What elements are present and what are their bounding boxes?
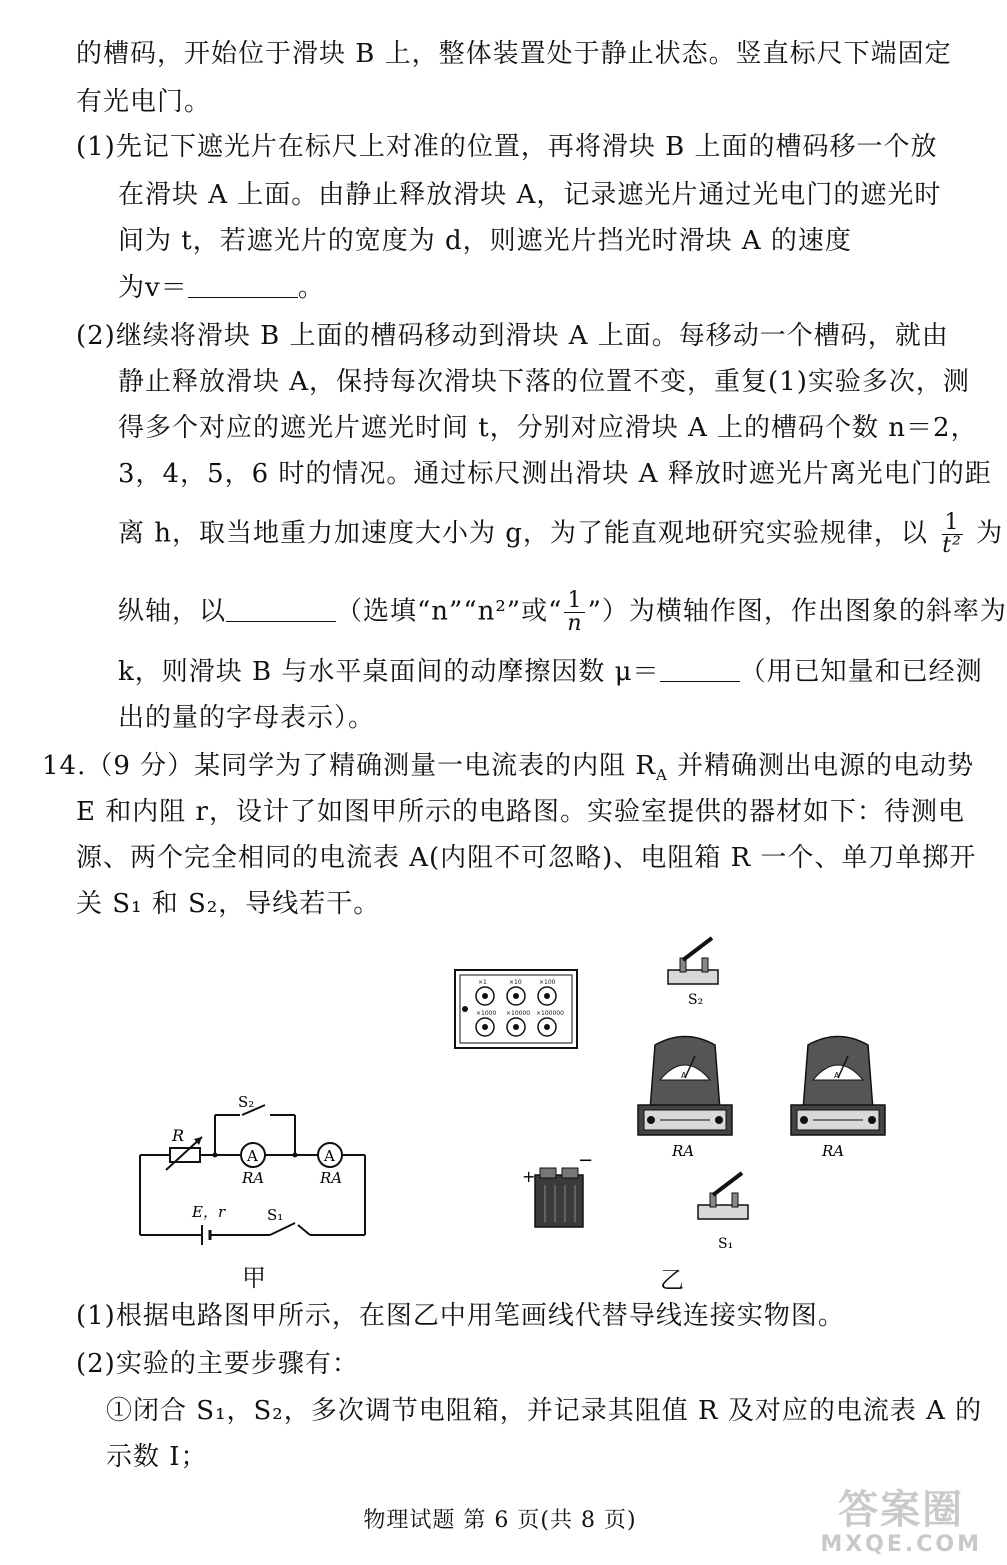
question-14-part-1: (1)根据电路图甲所示，在图乙中用笔画线代替导线连接实物图。	[76, 1301, 845, 1331]
text-line: E 和内阻 r，设计了如图甲所示的电路图。实验室提供的器材如下：待测电	[76, 797, 965, 827]
label-R: R	[172, 1126, 185, 1145]
dial-label: ×1000	[476, 1010, 497, 1017]
subscript: A	[656, 766, 668, 785]
ammeter-symbol: A	[324, 1147, 335, 1165]
fraction-one-over-n	[564, 590, 585, 635]
fraction-numerator: 1	[564, 590, 585, 613]
figure-caption-yi: 乙	[660, 1266, 684, 1294]
text-line: 关 S₁ 和 S₂，导线若干。	[76, 889, 381, 919]
text-segment: 并精确测出电源的电动势	[667, 751, 975, 781]
label-S2: S₂	[688, 992, 704, 1008]
fraction-one-over-t-squared	[939, 512, 965, 557]
dial-label: ×1	[478, 979, 487, 986]
step-1: ①闭合 S₁，S₂，多次调节电阻箱，并记录其阻值 R 及对应的电流表 A 的	[106, 1396, 983, 1426]
answer-blank[interactable]	[226, 597, 336, 622]
text-line: 静止释放滑块 A，保持每次滑块下落的位置不变，重复(1)实验多次，测	[118, 367, 970, 397]
text-line: 示数 I；	[106, 1442, 208, 1472]
fraction-denominator: n	[567, 611, 583, 636]
text-line: 在滑块 A 上面。由静止释放滑块 A，记录遮光片通过光电门的遮光时	[118, 180, 942, 210]
text-segment: （用已知量和已经测	[739, 657, 983, 687]
dial-label: ×10000	[506, 1010, 531, 1017]
text-line: 的槽码，开始位于滑块 B 上，整体装置处于静止状态。竖直标尺下端固定	[76, 39, 952, 69]
ammeter-device	[791, 1037, 885, 1136]
dial-label: ×100000	[536, 1010, 564, 1017]
dial-label: ×10	[509, 979, 522, 986]
page-footer: 物理试题 第 6 页(共 8 页)	[363, 1508, 637, 1533]
text-segment: 离 h，取当地重力加速度大小为 g，为了能直观地研究实验规律，以	[118, 518, 928, 549]
junction-dot	[293, 1153, 298, 1158]
text-segment: 纵轴，以	[118, 596, 227, 627]
text-line: 有光电门。	[76, 87, 212, 117]
question-14-part-2: (2)实验的主要步骤有：	[76, 1349, 359, 1379]
text-line: 得多个对应的遮光片遮光时间 t，分别对应滑块 A 上的槽码个数 n＝2，	[118, 413, 978, 443]
question-14	[42, 750, 974, 791]
text-segment: 为	[976, 518, 1004, 549]
text-segment: 。	[297, 273, 325, 303]
fraction-numerator: 1	[942, 512, 963, 535]
text-segment: ”）为横轴作图，作出图象的斜率为	[587, 596, 1007, 627]
plus-sign: +	[522, 1167, 536, 1186]
answer-blank[interactable]	[660, 657, 740, 682]
ammeter-device	[638, 1037, 732, 1136]
label-S1: S₁	[718, 1236, 734, 1252]
answer-blank[interactable]	[188, 273, 298, 298]
label-RA: RA	[672, 1142, 695, 1160]
text-line: 间为 t，若遮光片的宽度为 d，则遮光片挡光时滑块 A 的速度	[118, 226, 852, 256]
label-E-r: E，r	[192, 1203, 226, 1221]
text-line	[118, 512, 1003, 557]
switch-s1	[698, 1173, 748, 1219]
text-segment: 为v＝	[118, 273, 188, 303]
figure-caption-jia: 甲	[242, 1264, 266, 1292]
apparatus-diagram-yi	[440, 930, 890, 1260]
question-part-1: (1)先记下遮光片在标尺上对准的位置，再将滑块 B 上面的槽码移一个放	[76, 132, 938, 162]
text-segment: （选填“n”“n²”或“	[336, 596, 563, 627]
text-line: 3，4，5，6 时的情况。通过标尺测出滑块 A 释放时遮光片离光电门的距	[118, 459, 992, 489]
ammeter-symbol: A	[247, 1147, 258, 1165]
minus-sign: −	[578, 1150, 594, 1171]
watermark-text: 答案圈	[838, 1487, 965, 1533]
label-S1: S₁	[267, 1206, 284, 1224]
dial-label: ×100	[539, 979, 556, 986]
watermark-logo	[820, 1488, 982, 1557]
label-RA: RA	[242, 1169, 265, 1187]
fraction-denominator: t²	[942, 533, 962, 558]
text-line	[118, 590, 1007, 635]
label-RA: RA	[822, 1142, 845, 1160]
text-line	[118, 656, 983, 688]
meter-letter: A	[834, 1071, 840, 1080]
text-segment: k，则滑块 B 与水平桌面间的动摩擦因数 μ＝	[118, 657, 660, 687]
watermark-url: MXQE.COM	[820, 1532, 982, 1557]
text-line	[118, 272, 325, 304]
label-S2: S₂	[238, 1093, 255, 1111]
label-RA: RA	[320, 1169, 343, 1187]
resistance-box	[455, 970, 577, 1048]
circuit-diagram-jia	[130, 1085, 380, 1265]
text-segment: 14.（9 分）某同学为了精确测量一电流表的内阻 R	[42, 751, 656, 781]
junction-dot	[213, 1153, 218, 1158]
meter-letter: A	[681, 1071, 687, 1080]
question-part-2: (2)继续将滑块 B 上面的槽码移动到滑块 A 上面。每移动一个槽码，就由	[76, 321, 949, 351]
text-line: 出的量的字母表示）。	[118, 703, 376, 733]
text-line: 源、两个完全相同的电流表 A(内阻不可忽略)、电阻箱 R 一个、单刀单掷开	[76, 843, 977, 873]
switch-s2	[668, 938, 718, 984]
battery	[535, 1168, 583, 1227]
